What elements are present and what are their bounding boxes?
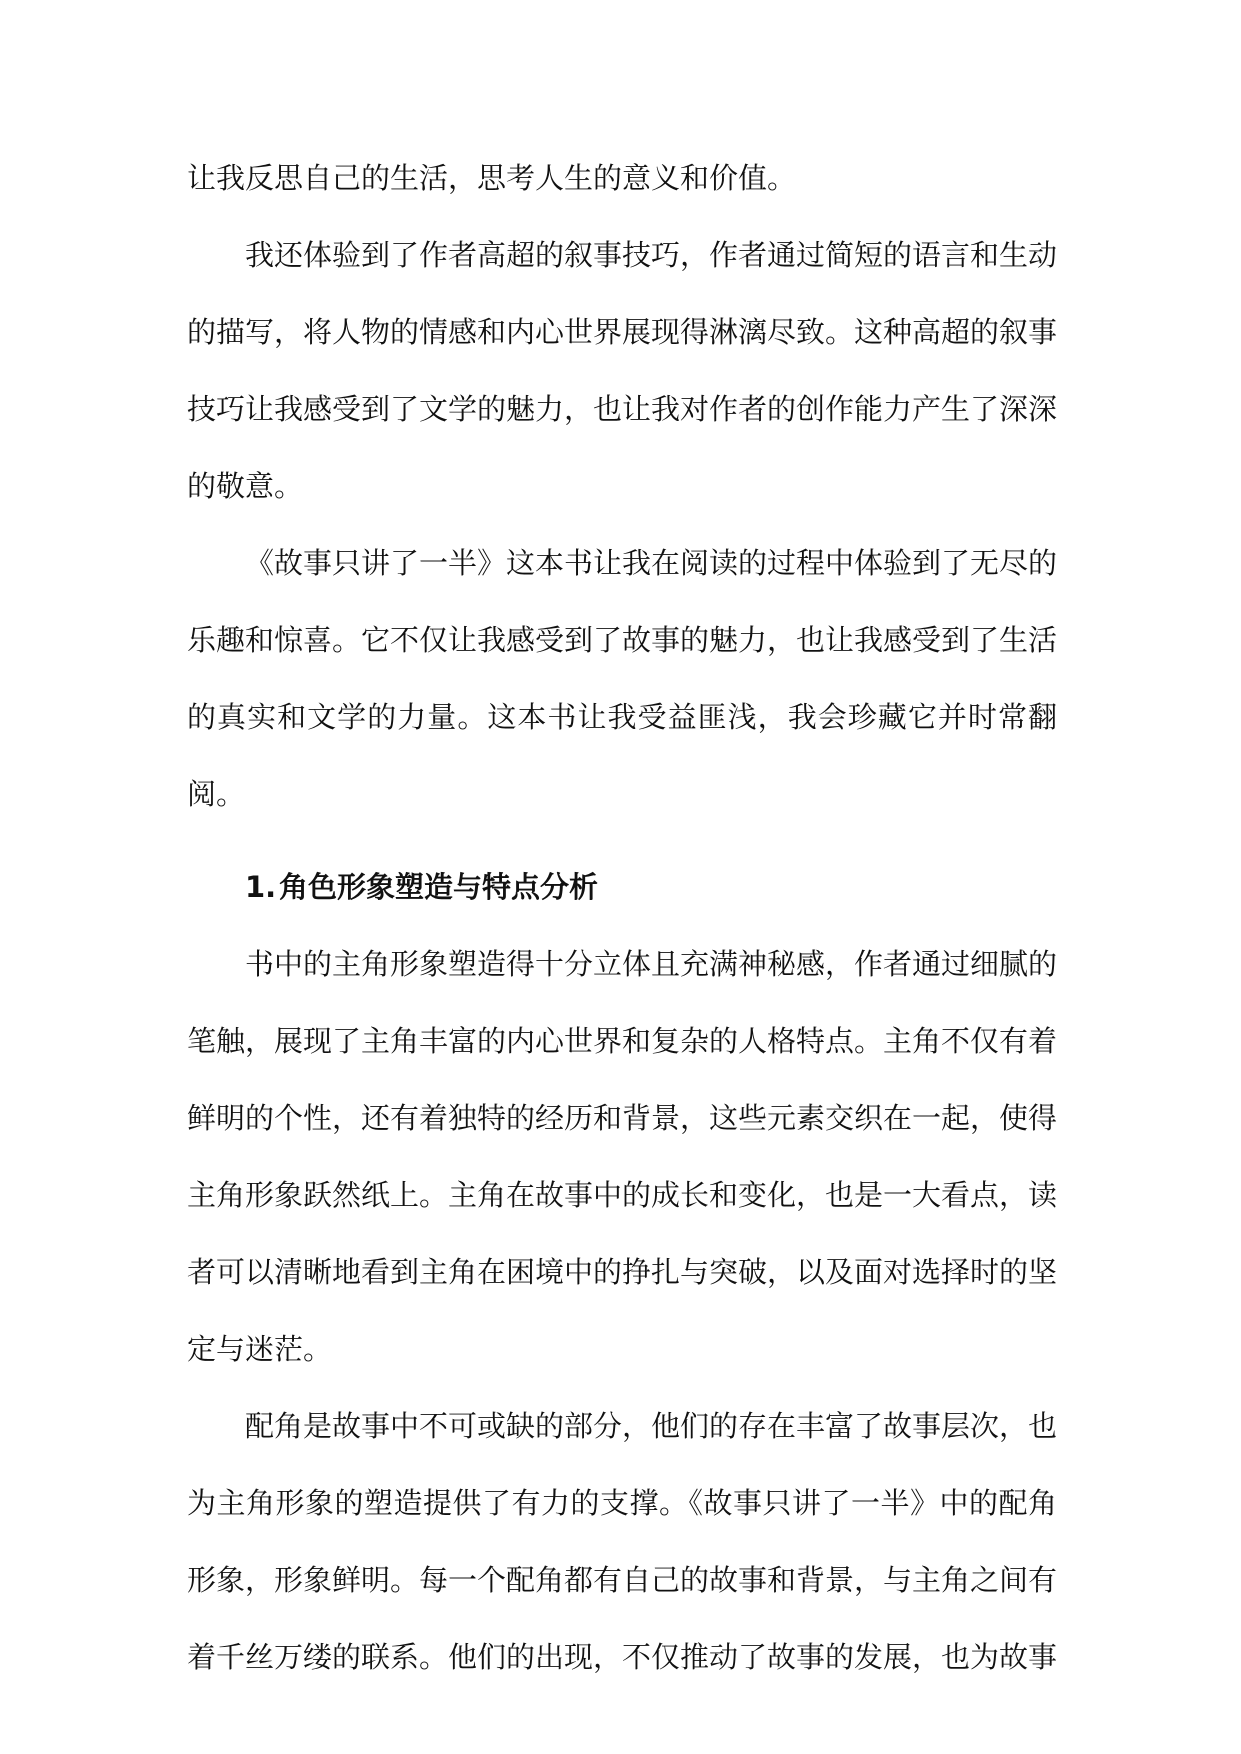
spacer [187, 833, 1057, 841]
paragraph-continuation: 让我反思自己的生活，思考人生的意义和价值。 [187, 161, 797, 195]
paragraph-protagonist: 书中的主角形象塑造得十分立体且充满神秘感，作者通过细腻的笔触，展现了主角丰富的内心世界和复杂的人格特点。主角不仅有着鲜明的个性，还有着独特的经历和背景，这些元素交织在一起，使得主角形象跃然纸上。主角在故事中的成长和变化，也是一大看点，读者可以清晰地看到主角在困境中的挣扎与突破，以及面对选择时的坚定与迷茫。 [187, 947, 1058, 1366]
document-body [187, 140, 1057, 1696]
paragraph-narrative-technique: 我还体验到了作者高超的叙事技巧，作者通过简短的语言和生动的描写，将人物的情感和内心世界展现得淋漓尽致。这种高超的叙事技巧让我感受到了文学的魅力，也让我对作者的创作能力产生了深深的敬意。 [187, 238, 1058, 503]
section-heading [187, 849, 1057, 926]
section-number: 1. [245, 870, 277, 904]
section-title: 角色形象塑造与特点分析 [279, 870, 599, 904]
paragraph-book-impression: 《故事只讲了一半》这本书让我在阅读的过程中体验到了无尽的乐趣和惊喜。它不仅让我感受到了故事的魅力，也让我感受到了生活的真实和文学的力量。这本书让我受益匪浅，我会珍藏它并时常翻阅。 [187, 546, 1058, 811]
paragraph-supporting-roles: 配角是故事中不可或缺的部分，他们的存在丰富了故事层次，也为主角形象的塑造提供了有力的支撑。《故事只讲了一半》中的配角形象，形象鲜明。每一个配角都有自己的故事和背景，与主角之间有着千丝万缕的联系。他们的出现，不仅推动了故事的发展，也为故事 [187, 1409, 1058, 1674]
